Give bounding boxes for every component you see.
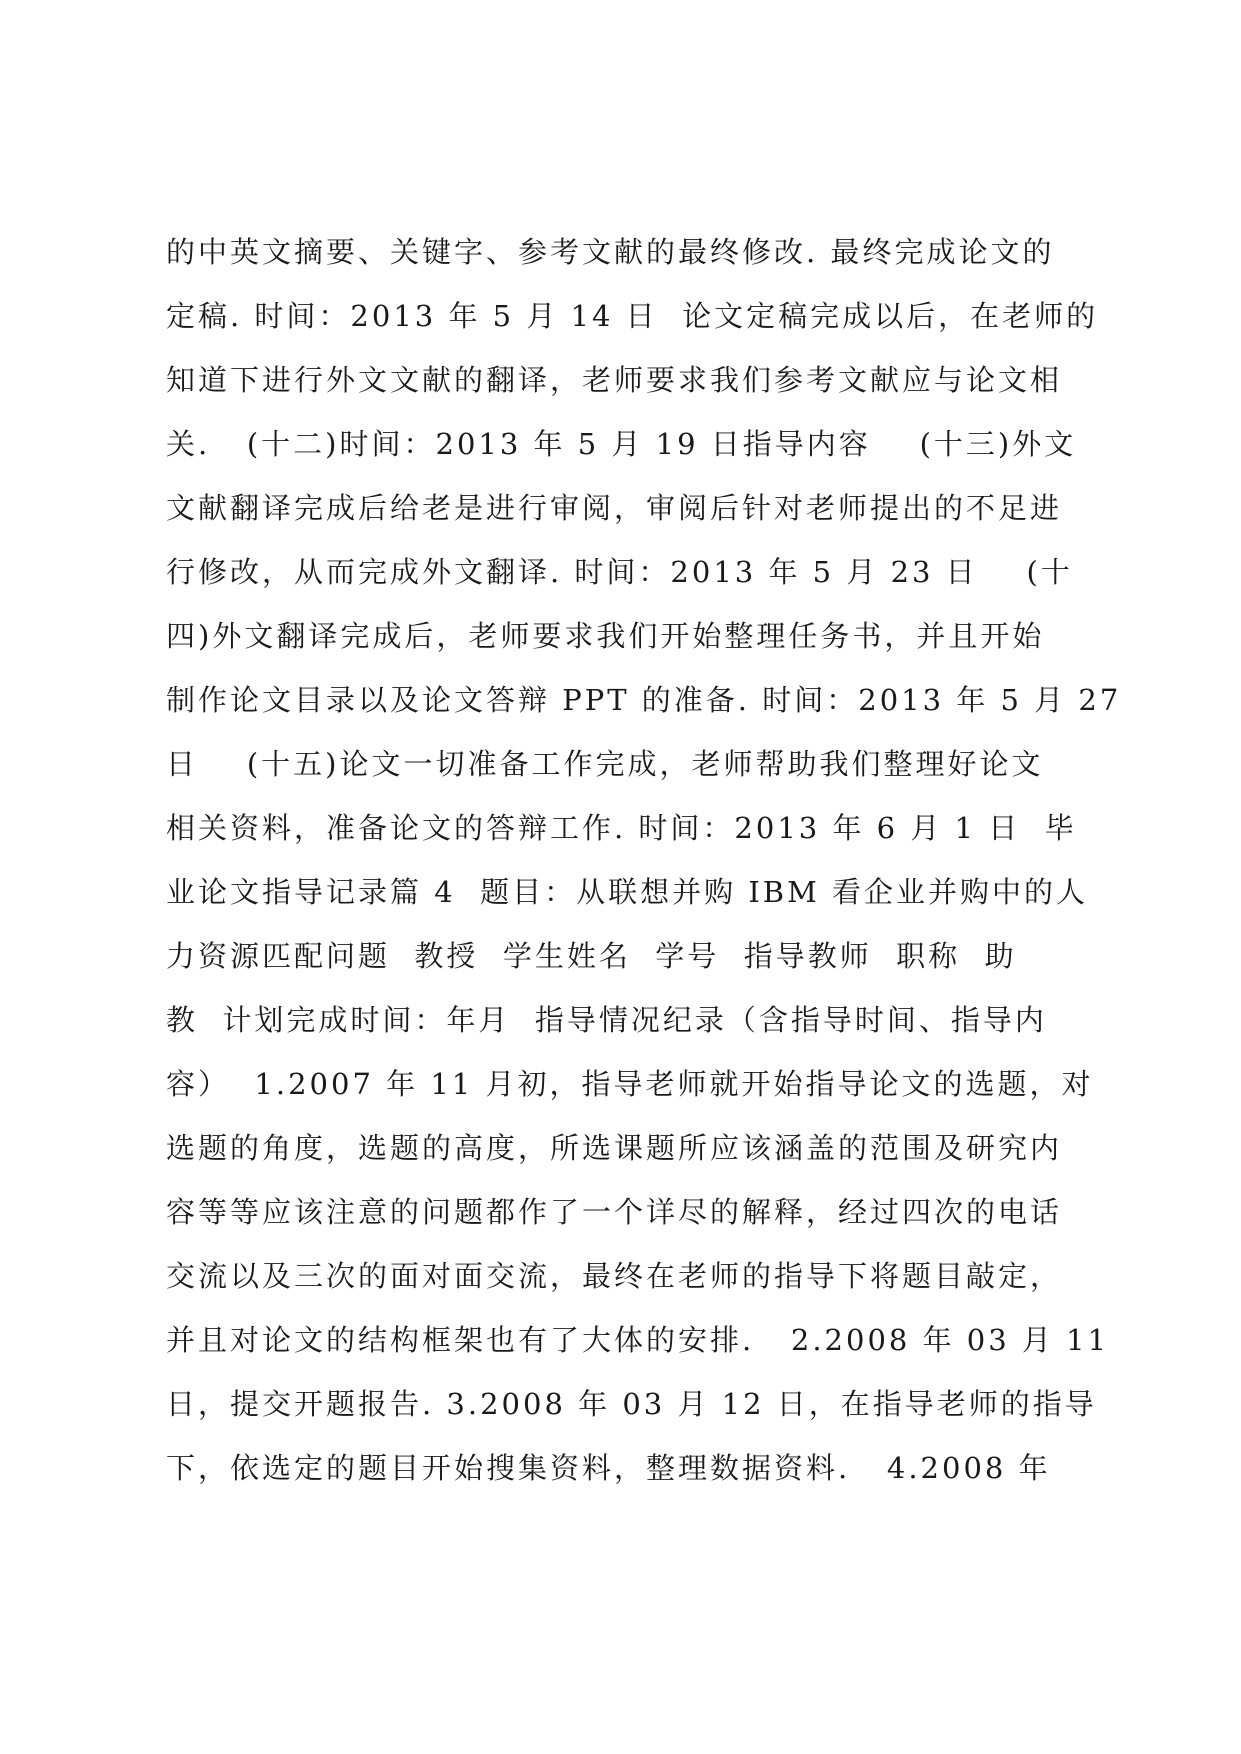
text-line: 文献翻译完成后给老是进行审阅，审阅后针对老师提出的不足进 (166, 491, 1063, 525)
text-line: 定稿. 时间：2013 年 5 月 14 日 论文定稿完成以后，在老师的 (166, 299, 1099, 333)
text-line: 下，依选定的题目开始搜集资料，整理数据资料. 4.2008 年 (166, 1451, 1051, 1485)
text-line: 关. (十二)时间：2013 年 5 月 19 日指导内容 (十三)外文 (166, 427, 1077, 461)
text-line: 行修改，从而完成外文翻译. 时间：2013 年 5 月 23 日 (十 (166, 555, 1073, 589)
text-line: 交流以及三次的面对面交流，最终在老师的指导下将题目敲定， (166, 1259, 1063, 1293)
text-line: 四)外文翻译完成后，老师要求我们开始整理任务书，并且开始 (166, 619, 1045, 653)
text-line: 知道下进行外文文献的翻译，老师要求我们参考文献应与论文相 (166, 363, 1063, 397)
text-line: 容） 1.2007 年 11 月初，指导老师就开始指导论文的选题，对 (166, 1067, 1094, 1101)
text-line: 业论文指导记录篇 4 题目：从联想并购 IBM 看企业并购中的人 (166, 875, 1089, 909)
body-text (166, 220, 1122, 1500)
text-line: 日，提交开题报告. 3.2008 年 03 月 12 日，在指导老师的指导 (166, 1387, 1097, 1421)
text-line: 并且对论文的结构框架也有了大体的安排. 2.2008 年 03 月 11 (166, 1323, 1110, 1357)
text-line: 教 计划完成时间：年月 指导情况纪录（含指导时间、指导内 (166, 1003, 1047, 1037)
text-line: 容等等应该注意的问题都作了一个详尽的解释，经过四次的电话 (166, 1195, 1063, 1229)
text-line: 制作论文目录以及论文答辩 PPT 的准备. 时间：2013 年 5 月 27 (166, 683, 1122, 717)
text-line: 相关资料，准备论文的答辩工作. 时间：2013 年 6 月 1 日 毕 (166, 811, 1077, 845)
text-line: 的中英文摘要、关键字、参考文献的最终修改. 最终完成论文的 (166, 235, 1055, 269)
text-line: 日 (十五)论文一切准备工作完成，老师帮助我们整理好论文 (166, 747, 1044, 781)
text-line: 选题的角度，选题的高度，所选课题所应该涵盖的范围及研究内 (166, 1131, 1063, 1165)
text-line: 力资源匹配问题 教授 学生姓名 学号 指导教师 职称 助 (166, 939, 1017, 973)
